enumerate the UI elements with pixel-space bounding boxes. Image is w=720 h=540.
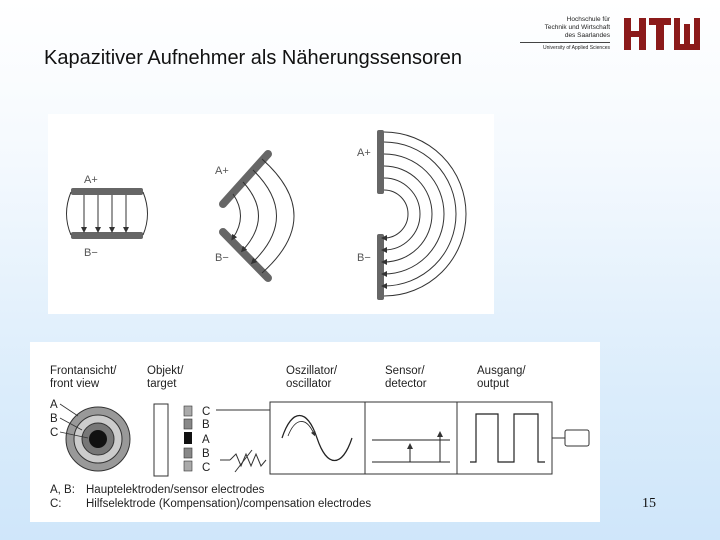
- sensor-block-diagram: [30, 342, 600, 522]
- electrode-column: [184, 406, 192, 471]
- page-number: 15: [642, 496, 656, 511]
- parallel-plate-capacitor: [67, 174, 148, 259]
- electrode-label: B−: [84, 247, 98, 259]
- legend-key: C:: [50, 498, 62, 510]
- legend: [50, 484, 371, 510]
- field-figure: [48, 114, 494, 314]
- front-letter: B: [50, 413, 58, 425]
- output-pulses: [470, 414, 545, 462]
- front-letter: C: [50, 427, 59, 439]
- electrode-plate: [223, 232, 268, 278]
- electrode-letter: C: [202, 462, 211, 474]
- electrode-letter: B: [202, 419, 210, 431]
- electrode-label: A+: [84, 174, 98, 186]
- legend-key: A, B:: [50, 484, 75, 496]
- electrode-label: A+: [215, 165, 229, 177]
- electrode-plate: [71, 188, 143, 195]
- university-line: Technik und Wirtschaft: [544, 24, 610, 31]
- detector-label: detector: [385, 378, 427, 390]
- electrode-plate: [377, 130, 384, 194]
- output-label: output: [477, 378, 509, 390]
- output-label: Ausgang/: [477, 365, 526, 377]
- htw-logo: [624, 16, 704, 52]
- university-line: Hochschule für: [566, 16, 610, 23]
- object-label: target: [147, 378, 177, 390]
- angled-electrodes: [215, 154, 294, 278]
- electrode-label: B−: [357, 252, 371, 264]
- slide-title: Kapazitiver Aufnehmer als Näherungssensoren: [44, 47, 463, 69]
- electrode-letter: C: [202, 406, 211, 418]
- output-cable: [552, 430, 589, 446]
- electrode-letter: B: [202, 448, 210, 460]
- coplanar-electrodes: [357, 130, 466, 300]
- target-object: [154, 404, 168, 476]
- front-letter: A: [50, 399, 58, 411]
- object-label: Objekt/: [147, 365, 184, 377]
- detector-label: Sensor/: [385, 365, 425, 377]
- legend-text: Hilfselektrode (Kompensation)/compensation electrodes: [86, 498, 372, 510]
- electrode-label: B−: [215, 252, 229, 264]
- oscillator-label: Oszillator/: [286, 365, 338, 377]
- electrode-plate: [377, 234, 384, 300]
- detector-block: [365, 402, 457, 474]
- front-view-rings: [66, 407, 130, 471]
- university-name: [520, 16, 610, 52]
- university-line: des Saarlandes: [564, 32, 610, 39]
- electrode-letter: A: [202, 434, 210, 446]
- oscillator-label: oscillator: [286, 378, 332, 390]
- legend-text: Hauptelektroden/sensor electrodes: [86, 484, 265, 496]
- front-view-label: Frontansicht/: [50, 365, 117, 377]
- university-subline: University of Applied Sciences: [520, 42, 610, 52]
- sine-wave: [282, 416, 352, 461]
- electrode-label: A+: [357, 147, 371, 159]
- electrode-plate: [71, 232, 143, 239]
- front-view-label: front view: [50, 378, 100, 390]
- detector-graph: [372, 434, 450, 462]
